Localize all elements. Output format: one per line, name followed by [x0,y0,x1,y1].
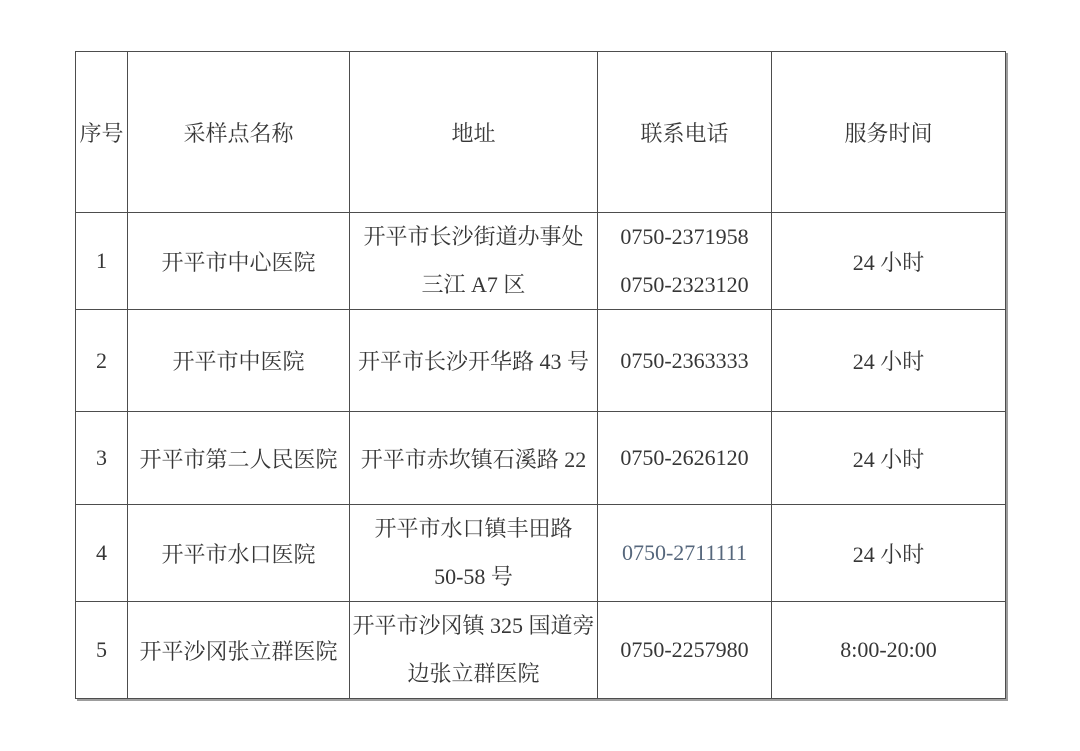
table-header-row [76,52,1006,213]
cell-name [128,602,350,699]
address-lines [350,213,597,309]
sampling-points-table [75,51,1006,699]
address-line: 三江 A7 区 [421,272,526,297]
cell-index [76,505,128,602]
phone-number: 0750-2323120 [620,272,749,297]
header-label-phone: 联系电话 [640,120,729,146]
address-line: 开平市长沙开华路 43 号 [357,349,589,374]
service-hours: 24 小时 [852,446,925,472]
table-row [76,310,1006,412]
address-line: 开平市水口镇丰田路 [374,516,573,541]
header-label-address: 地址 [451,120,496,146]
cell-name [128,310,350,412]
cell-index [76,412,128,505]
row-index: 5 [96,637,107,662]
cell-name [128,412,350,505]
cell-phone [598,213,772,310]
phone-number: 0750-2257980 [620,637,749,662]
phone-number: 0750-2363333 [620,347,749,373]
cell-hours [772,505,1006,602]
row-index: 4 [96,540,107,565]
table-row [76,505,1006,602]
address-line: 开平市沙冈镇 325 国道旁 [352,613,595,638]
address-line: 开平市长沙街道办事处 [363,224,584,249]
address-line: 边张立群医院 [407,661,540,686]
cell-index [76,602,128,699]
address-line: 开平市赤坎镇石溪路 22 [360,446,587,472]
cell-address [350,412,598,505]
header-cell-name [128,52,350,213]
address-lines [350,505,597,601]
address-line: 50-58 号 [434,564,513,589]
site-name: 开平市水口医院 [161,541,316,567]
service-hours: 8:00-20:00 [840,637,937,662]
row-index: 3 [96,445,107,470]
service-hours: 24 小时 [852,541,925,567]
cell-hours [772,213,1006,310]
cell-address [350,310,598,412]
cell-phone [598,310,772,412]
cell-address [350,505,598,602]
phone-number: 0750-2371958 [620,224,749,249]
site-name: 开平市第二人民医院 [139,446,338,472]
site-name: 开平市中心医院 [161,249,316,275]
cell-phone [598,505,772,602]
phone-number: 0750-2711111 [621,540,748,565]
address-lines [350,602,597,698]
cell-address [350,213,598,310]
cell-index [76,310,128,412]
table-row [76,602,1006,699]
row-index: 2 [96,347,107,373]
table-row [76,213,1006,310]
table-row [76,412,1006,505]
header-label-hours: 服务时间 [844,120,933,146]
cell-name [128,505,350,602]
service-hours: 24 小时 [852,349,925,374]
cell-phone [598,602,772,699]
cell-hours [772,602,1006,699]
cell-hours [772,412,1006,505]
cell-address [350,602,598,699]
site-name: 开平沙冈张立群医院 [139,638,338,664]
header-label-name: 采样点名称 [183,120,294,146]
header-label-index: 序号 [79,120,124,146]
service-hours: 24 小时 [852,249,925,275]
header-cell-address [350,52,598,213]
cell-phone [598,412,772,505]
cell-index [76,213,128,310]
cell-hours [772,310,1006,412]
cell-name [128,213,350,310]
phone-number: 0750-2626120 [620,445,749,470]
row-index: 1 [96,248,107,273]
header-cell-phone [598,52,772,213]
header-cell-index [76,52,128,213]
header-cell-hours [772,52,1006,213]
site-name: 开平市中医院 [172,349,305,374]
phone-lines [598,213,771,309]
